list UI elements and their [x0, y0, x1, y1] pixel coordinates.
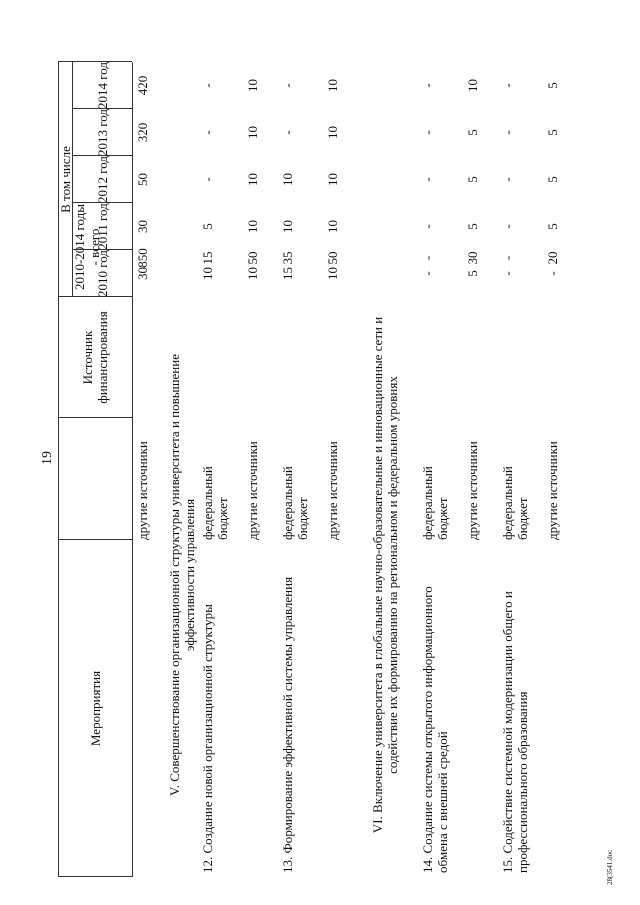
header-source: Источник финансирования [80, 311, 110, 404]
header-measures: Мероприятия [88, 670, 103, 747]
value-year: 10 [245, 267, 260, 280]
col-divider-source [58, 417, 132, 418]
page-number: 19 [40, 451, 55, 465]
value-year: 30 [135, 267, 150, 280]
value-total: 15 [200, 251, 215, 265]
measure-name: 13. Формирование эффективной системы управления [280, 576, 295, 873]
footer-filename: 28(3541.doc [606, 849, 614, 885]
value-year: - [500, 83, 515, 88]
measure-name: 15. Содействие системной модернизации общего и профессионального образования [500, 591, 530, 873]
value-year: 10 [465, 79, 480, 92]
funding-source: другие источники [245, 441, 260, 540]
header-total: 2010-2014 годы - всего [72, 203, 102, 291]
value-year: 5 [465, 129, 480, 136]
measure-name: 14. Создание системы открытого информационного обмена с внешней средой [420, 586, 450, 873]
measure-name: 12. Создание новой организационной структуры [200, 604, 215, 873]
value-year: - [420, 224, 435, 229]
value-year: 10 [325, 79, 340, 92]
funding-source: федеральный бюджет [200, 466, 230, 540]
header-including: В том числе [58, 146, 73, 213]
value-year: - [280, 83, 295, 88]
value-year: 10 [280, 173, 295, 186]
value-year: - [280, 130, 295, 135]
header-year-2011: 2011 год [95, 203, 110, 250]
section-heading: V. Совершенствование организационной структуры университета и повышение эффективности управления [167, 354, 197, 796]
value-year: 5 [545, 176, 560, 183]
funding-source: другие источники [135, 441, 150, 540]
value-year: 10 [325, 220, 340, 233]
value-year: - [420, 130, 435, 135]
value-year: 5 [465, 270, 480, 277]
value-year: 10 [280, 220, 295, 233]
header-year-2013: 2013 год [95, 109, 110, 156]
value-total: - [420, 255, 435, 261]
value-year: 10 [245, 79, 260, 92]
value-year: 10 [325, 126, 340, 139]
value-year: 10 [325, 173, 340, 186]
value-year: 5 [465, 176, 480, 183]
value-year: - [500, 130, 515, 135]
value-year: - [545, 271, 560, 276]
value-year: - [500, 224, 515, 229]
value-year: 10 [325, 267, 340, 280]
value-total: 50 [245, 251, 260, 265]
funding-source: другие источники [545, 441, 560, 540]
value-year: - [200, 177, 215, 182]
value-year: 15 [280, 267, 295, 280]
value-year: - [200, 130, 215, 135]
value-year: 5 [545, 82, 560, 89]
value-year: - [200, 83, 215, 88]
value-year: 420 [135, 75, 150, 96]
funding-source: федеральный бюджет [280, 466, 310, 540]
value-year: 30 [135, 220, 150, 233]
section-heading: VI. Включение университета в глобальные научно-образовательные и инновационные сети и содействие их формированию на региональном и федеральном уровнях [370, 316, 400, 834]
funding-source: другие источники [325, 441, 340, 540]
header-bottom-border [132, 62, 133, 877]
value-year: - [500, 271, 515, 276]
value-year: 320 [135, 122, 150, 143]
value-year: - [420, 271, 435, 276]
funding-source: другие источники [465, 441, 480, 540]
value-total: 30 [465, 251, 480, 265]
funding-source: федеральный бюджет [420, 466, 450, 540]
value-year: 5 [545, 129, 560, 136]
header-year-2010: 2010 год [95, 250, 110, 297]
funding-source: федеральный бюджет [500, 466, 530, 540]
value-total: 850 [135, 248, 150, 268]
value-year: - [420, 177, 435, 182]
value-year: 10 [245, 220, 260, 233]
value-year: 50 [135, 173, 150, 186]
header-year-2012: 2012 год [95, 156, 110, 203]
value-year: - [420, 83, 435, 88]
value-total: 50 [325, 251, 340, 265]
value-year: 10 [245, 173, 260, 186]
value-total: 20 [545, 251, 560, 265]
value-year: 5 [200, 223, 215, 230]
value-total: - [500, 255, 515, 261]
value-year: 5 [545, 223, 560, 230]
value-year: 5 [465, 223, 480, 230]
value-year: 10 [245, 126, 260, 139]
value-year: 10 [200, 267, 215, 280]
value-year: - [500, 177, 515, 182]
header-year-2014: 2014 год [95, 62, 110, 109]
value-total: 35 [280, 251, 295, 265]
